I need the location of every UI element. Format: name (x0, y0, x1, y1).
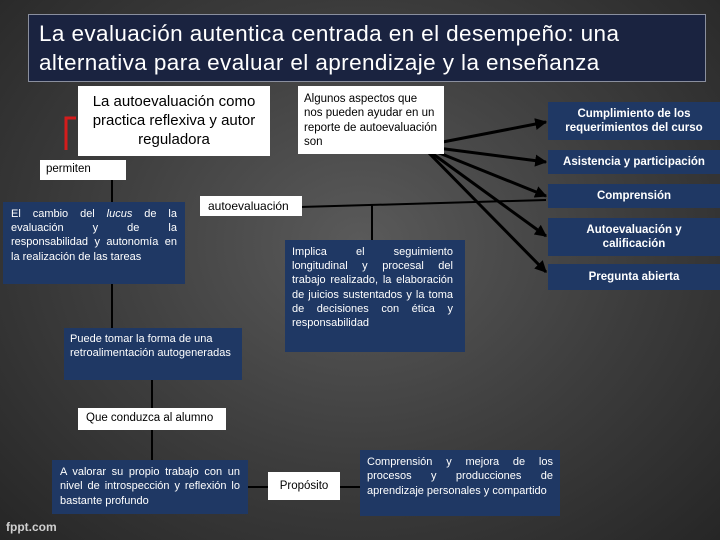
aspects-box: Algunos aspectos que nos pueden ayudar en un reporte de autoevaluación son (298, 86, 444, 154)
line-autoeval (300, 200, 546, 207)
right-item-cumplimiento: Cumplimiento de los requerimientos del curso (548, 102, 720, 140)
conduzca-label: Que conduzca al alumno (78, 408, 226, 430)
autoevaluacion-label: autoevaluación (200, 196, 302, 216)
cambio-text-after: de la evaluación y de la responsabilidad y autonomía en la realización de las tareas (11, 208, 177, 263)
cambio-text-before: El cambio del (11, 208, 107, 220)
right-item-autoevaluacion: Autoevaluación y calificación (548, 218, 720, 256)
valorar-box: A valorar su propio trabajo con un nivel de introspección y reflexión lo bastante profundo (52, 460, 248, 514)
permiten-label: permiten (40, 160, 126, 180)
red-bracket (66, 118, 76, 150)
puede-box: Puede tomar la forma de una retroalimentación autogeneradas (64, 328, 242, 380)
cambio-text-italic: lucus (106, 208, 133, 220)
right-item-asistencia: Asistencia y participación (548, 150, 720, 174)
watermark-logo: fppt.com (6, 520, 57, 534)
right-item-comprension: Comprensión (548, 184, 720, 208)
autoevaluacion-box: La autoevaluación como practica reflexiva y autor reguladora (78, 86, 270, 156)
right-item-pregunta: Pregunta abierta (548, 264, 720, 290)
implica-box: Implica el seguimiento longitudinal y procesal del trabajo realizado, la elaboración de juicios sustentados y la toma de decisiones con ética y responsabilidad (285, 240, 465, 352)
comprension-box: Comprensión y mejora de los procesos y producciones de aprendizaje personales y compartido (360, 450, 560, 516)
proposito-label: Propósito (268, 472, 340, 500)
cambio-box (3, 202, 185, 284)
page-title: La evaluación autentica centrada en el desempeño: una alternativa para evaluar el aprendizaje y la enseñanza (28, 14, 706, 82)
